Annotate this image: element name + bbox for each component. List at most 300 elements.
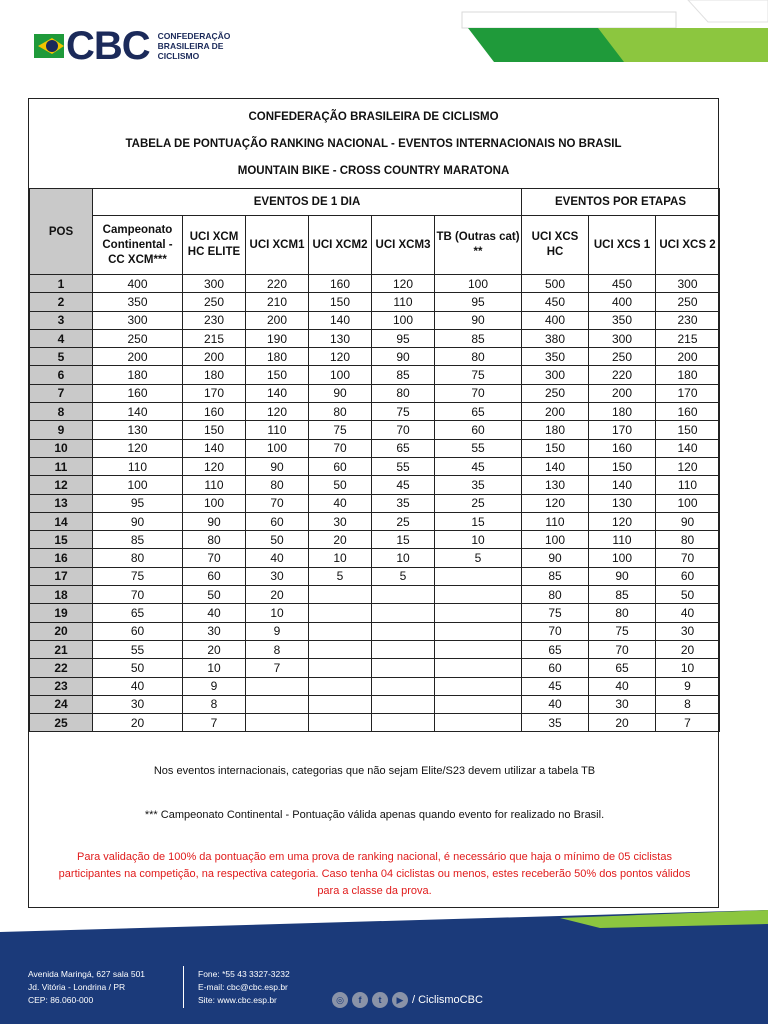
points-cell: 25 xyxy=(435,494,522,512)
points-cell: 80 xyxy=(435,348,522,366)
points-cell: 250 xyxy=(589,348,656,366)
social-handle: / CiclismoCBC xyxy=(412,994,483,1006)
footer-contact xyxy=(198,968,290,1007)
points-cell: 120 xyxy=(372,275,435,293)
points-cell xyxy=(435,640,522,658)
points-cell: 120 xyxy=(656,457,720,475)
points-cell: 180 xyxy=(522,421,589,439)
points-cell: 75 xyxy=(522,604,589,622)
points-cell xyxy=(372,695,435,713)
pos-cell: 6 xyxy=(30,366,93,384)
phone-text: Fone: *55 43 3327-3232 xyxy=(198,969,290,979)
pos-cell: 18 xyxy=(30,586,93,604)
points-cell: 110 xyxy=(93,457,183,475)
points-cell: 9 xyxy=(656,677,720,695)
points-cell: 15 xyxy=(435,512,522,530)
points-cell: 120 xyxy=(246,403,309,421)
table-row xyxy=(30,348,720,366)
points-cell: 10 xyxy=(656,659,720,677)
points-cell: 20 xyxy=(656,640,720,658)
table-row xyxy=(30,714,720,732)
points-cell: 55 xyxy=(372,457,435,475)
points-cell: 8 xyxy=(656,695,720,713)
points-cell: 35 xyxy=(435,476,522,494)
points-cell: 160 xyxy=(656,403,720,421)
points-cell: 30 xyxy=(183,622,246,640)
points-cell: 450 xyxy=(589,275,656,293)
points-cell: 70 xyxy=(522,622,589,640)
table-group-header xyxy=(30,189,720,216)
points-cell: 40 xyxy=(246,549,309,567)
pos-cell: 16 xyxy=(30,549,93,567)
points-cell: 500 xyxy=(522,275,589,293)
points-cell: 160 xyxy=(309,275,372,293)
points-cell: 10 xyxy=(372,549,435,567)
address-line-2: Jd. Vitória - Londrina / PR xyxy=(28,982,126,992)
points-cell: 8 xyxy=(183,695,246,713)
pos-cell: 22 xyxy=(30,659,93,677)
points-cell: 8 xyxy=(246,640,309,658)
table-row xyxy=(30,384,720,402)
points-cell: 65 xyxy=(522,640,589,658)
points-cell: 300 xyxy=(656,275,720,293)
points-cell: 160 xyxy=(183,403,246,421)
youtube-icon[interactable]: ▶ xyxy=(392,992,408,1008)
points-cell: 65 xyxy=(93,604,183,622)
points-cell: 110 xyxy=(372,293,435,311)
pos-cell: 11 xyxy=(30,457,93,475)
points-cell: 10 xyxy=(435,531,522,549)
table-row xyxy=(30,494,720,512)
points-cell: 100 xyxy=(435,275,522,293)
points-cell: 140 xyxy=(656,439,720,457)
points-cell: 80 xyxy=(656,531,720,549)
points-cell: 9 xyxy=(246,622,309,640)
points-cell: 50 xyxy=(309,476,372,494)
points-cell: 130 xyxy=(93,421,183,439)
points-cell: 350 xyxy=(589,311,656,329)
points-cell: 80 xyxy=(183,531,246,549)
table-row xyxy=(30,439,720,457)
points-cell: 100 xyxy=(93,476,183,494)
points-cell: 90 xyxy=(656,512,720,530)
points-cell: 40 xyxy=(183,604,246,622)
points-cell: 110 xyxy=(589,531,656,549)
points-cell: 140 xyxy=(93,403,183,421)
pos-cell: 8 xyxy=(30,403,93,421)
points-cell: 220 xyxy=(246,275,309,293)
points-cell: 5 xyxy=(309,567,372,585)
points-cell: 20 xyxy=(183,640,246,658)
points-cell: 400 xyxy=(589,293,656,311)
table-row xyxy=(30,604,720,622)
document-titles xyxy=(29,99,718,180)
points-cell xyxy=(246,677,309,695)
points-cell: 10 xyxy=(309,549,372,567)
points-cell: 9 xyxy=(183,677,246,695)
points-cell xyxy=(309,659,372,677)
points-cell: 220 xyxy=(589,366,656,384)
instagram-icon[interactable]: ◎ xyxy=(332,992,348,1008)
points-cell: 90 xyxy=(93,512,183,530)
points-cell: 30 xyxy=(246,567,309,585)
org-line-1: CONFEDERAÇÃO xyxy=(157,31,231,41)
points-cell xyxy=(372,640,435,658)
table-row xyxy=(30,586,720,604)
email-link[interactable]: E-mail: cbc@cbc.esp.br xyxy=(198,982,288,992)
points-cell: 150 xyxy=(183,421,246,439)
points-cell: 65 xyxy=(372,439,435,457)
points-cell: 20 xyxy=(246,586,309,604)
points-cell: 60 xyxy=(656,567,720,585)
site-link[interactable]: Site: www.cbc.esp.br xyxy=(198,995,277,1005)
points-cell: 100 xyxy=(522,531,589,549)
points-cell: 130 xyxy=(309,329,372,347)
points-cell: 65 xyxy=(589,659,656,677)
points-cell: 40 xyxy=(522,695,589,713)
pos-cell: 25 xyxy=(30,714,93,732)
table-row xyxy=(30,366,720,384)
points-cell: 110 xyxy=(183,476,246,494)
table-row xyxy=(30,311,720,329)
col-header: UCI XCM1 xyxy=(246,216,309,275)
points-cell: 7 xyxy=(246,659,309,677)
table-row xyxy=(30,421,720,439)
points-cell: 60 xyxy=(522,659,589,677)
points-cell: 10 xyxy=(183,659,246,677)
pos-cell: 4 xyxy=(30,329,93,347)
points-cell: 130 xyxy=(589,494,656,512)
points-cell: 110 xyxy=(246,421,309,439)
pos-cell: 2 xyxy=(30,293,93,311)
points-cell: 200 xyxy=(522,403,589,421)
points-cell: 55 xyxy=(93,640,183,658)
points-cell: 70 xyxy=(656,549,720,567)
points-cell: 100 xyxy=(656,494,720,512)
col-header: Campeonato Continental - CC XCM*** xyxy=(93,216,183,275)
cbc-logo xyxy=(34,26,230,66)
points-cell: 35 xyxy=(372,494,435,512)
points-cell: 7 xyxy=(183,714,246,732)
table-row xyxy=(30,476,720,494)
points-cell: 215 xyxy=(183,329,246,347)
col-header: UCI XCS HC xyxy=(522,216,589,275)
points-cell: 100 xyxy=(183,494,246,512)
points-cell: 75 xyxy=(93,567,183,585)
points-cell: 95 xyxy=(93,494,183,512)
title-line-3: MOUNTAIN BIKE - CROSS COUNTRY MARATONA xyxy=(237,165,510,177)
points-cell: 70 xyxy=(183,549,246,567)
points-cell: 85 xyxy=(372,366,435,384)
pos-cell: 12 xyxy=(30,476,93,494)
points-cell: 5 xyxy=(435,549,522,567)
facebook-icon[interactable]: f xyxy=(352,992,368,1008)
points-cell: 180 xyxy=(656,366,720,384)
points-cell: 20 xyxy=(93,714,183,732)
points-cell: 45 xyxy=(522,677,589,695)
social-links xyxy=(332,992,483,1008)
points-cell: 30 xyxy=(309,512,372,530)
pos-cell: 1 xyxy=(30,275,93,293)
points-cell: 100 xyxy=(309,366,372,384)
footer-address xyxy=(28,968,145,1007)
points-cell: 75 xyxy=(372,403,435,421)
points-cell: 10 xyxy=(246,604,309,622)
points-cell xyxy=(309,714,372,732)
points-cell: 75 xyxy=(589,622,656,640)
points-cell: 70 xyxy=(589,640,656,658)
points-cell: 140 xyxy=(589,476,656,494)
footer-divider xyxy=(183,966,184,1008)
points-cell xyxy=(372,604,435,622)
points-cell: 45 xyxy=(435,457,522,475)
pos-header: POS xyxy=(30,189,93,275)
org-line-3: CICLISMO xyxy=(157,51,200,61)
points-cell: 180 xyxy=(589,403,656,421)
points-cell: 170 xyxy=(589,421,656,439)
points-cell: 40 xyxy=(656,604,720,622)
points-cell: 30 xyxy=(656,622,720,640)
points-cell: 110 xyxy=(656,476,720,494)
points-cell: 120 xyxy=(589,512,656,530)
group-one-day: EVENTOS DE 1 DIA xyxy=(93,189,522,216)
address-line-3: CEP: 86.060-000 xyxy=(28,995,94,1005)
points-cell: 60 xyxy=(435,421,522,439)
points-cell: 160 xyxy=(93,384,183,402)
points-cell: 120 xyxy=(522,494,589,512)
pos-cell: 9 xyxy=(30,421,93,439)
org-name xyxy=(158,31,231,61)
points-cell: 170 xyxy=(183,384,246,402)
col-header: UCI XCM HC ELITE xyxy=(183,216,246,275)
points-cell: 40 xyxy=(309,494,372,512)
points-cell: 450 xyxy=(522,293,589,311)
points-cell: 350 xyxy=(522,348,589,366)
points-cell xyxy=(309,695,372,713)
points-cell: 150 xyxy=(522,439,589,457)
points-cell: 140 xyxy=(309,311,372,329)
table-row xyxy=(30,659,720,677)
group-stages: EVENTOS POR ETAPAS xyxy=(522,189,720,216)
col-header: UCI XCS 1 xyxy=(589,216,656,275)
points-cell: 85 xyxy=(435,329,522,347)
ranking-document xyxy=(28,98,719,908)
points-cell: 250 xyxy=(183,293,246,311)
points-cell xyxy=(435,677,522,695)
flag-emblem-icon xyxy=(34,30,64,62)
points-cell: 45 xyxy=(372,476,435,494)
points-cell: 300 xyxy=(522,366,589,384)
points-cell: 180 xyxy=(246,348,309,366)
points-cell: 300 xyxy=(93,311,183,329)
points-cell: 200 xyxy=(183,348,246,366)
points-cell: 50 xyxy=(656,586,720,604)
points-cell xyxy=(372,677,435,695)
pos-cell: 24 xyxy=(30,695,93,713)
points-cell: 120 xyxy=(183,457,246,475)
pos-cell: 10 xyxy=(30,439,93,457)
points-cell: 60 xyxy=(93,622,183,640)
pos-cell: 21 xyxy=(30,640,93,658)
points-cell: 90 xyxy=(309,384,372,402)
points-cell xyxy=(246,695,309,713)
points-cell: 300 xyxy=(183,275,246,293)
points-cell: 70 xyxy=(372,421,435,439)
points-cell: 85 xyxy=(589,586,656,604)
points-cell: 70 xyxy=(246,494,309,512)
points-cell: 150 xyxy=(246,366,309,384)
points-cell: 300 xyxy=(589,329,656,347)
notes-section xyxy=(29,747,720,900)
pos-cell: 19 xyxy=(30,604,93,622)
points-cell: 80 xyxy=(372,384,435,402)
points-cell: 100 xyxy=(246,439,309,457)
points-cell: 65 xyxy=(435,403,522,421)
points-cell: 160 xyxy=(589,439,656,457)
points-cell xyxy=(309,586,372,604)
points-cell xyxy=(309,604,372,622)
points-cell: 400 xyxy=(93,275,183,293)
pos-cell: 13 xyxy=(30,494,93,512)
pos-cell: 3 xyxy=(30,311,93,329)
twitter-icon[interactable]: t xyxy=(372,992,388,1008)
points-cell: 130 xyxy=(522,476,589,494)
table-row xyxy=(30,695,720,713)
points-cell: 350 xyxy=(93,293,183,311)
points-cell: 250 xyxy=(656,293,720,311)
points-cell: 80 xyxy=(522,586,589,604)
points-cell xyxy=(309,640,372,658)
points-cell: 210 xyxy=(246,293,309,311)
points-cell: 140 xyxy=(246,384,309,402)
points-cell: 95 xyxy=(435,293,522,311)
points-cell xyxy=(309,677,372,695)
points-cell: 200 xyxy=(656,348,720,366)
points-cell: 50 xyxy=(93,659,183,677)
points-cell xyxy=(435,586,522,604)
header-stripes xyxy=(458,0,768,70)
points-cell: 55 xyxy=(435,439,522,457)
table-row xyxy=(30,512,720,530)
points-cell: 110 xyxy=(522,512,589,530)
points-cell: 150 xyxy=(589,457,656,475)
points-cell xyxy=(372,714,435,732)
points-cell: 90 xyxy=(183,512,246,530)
points-cell: 20 xyxy=(309,531,372,549)
table-body xyxy=(30,275,720,732)
points-cell: 7 xyxy=(656,714,720,732)
points-cell: 180 xyxy=(183,366,246,384)
address-line-1: Avenida Maringá, 627 sala 501 xyxy=(28,969,146,979)
points-cell: 200 xyxy=(93,348,183,366)
points-cell: 400 xyxy=(522,311,589,329)
points-cell: 75 xyxy=(435,366,522,384)
points-cell: 70 xyxy=(435,384,522,402)
table-row xyxy=(30,457,720,475)
points-cell: 30 xyxy=(93,695,183,713)
table-row xyxy=(30,640,720,658)
note-continental: *** Campeonato Continental - Pontuação válida apenas quando evento for realizado no Brasil. xyxy=(144,809,605,821)
col-header: UCI XCM2 xyxy=(309,216,372,275)
points-cell: 60 xyxy=(309,457,372,475)
points-cell: 140 xyxy=(522,457,589,475)
points-cell: 100 xyxy=(589,549,656,567)
table-row xyxy=(30,275,720,293)
points-cell: 80 xyxy=(93,549,183,567)
org-line-2: BRASILEIRA DE xyxy=(157,41,224,51)
points-cell: 170 xyxy=(656,384,720,402)
points-cell: 180 xyxy=(93,366,183,384)
points-cell: 100 xyxy=(372,311,435,329)
title-line-2: TABELA DE PONTUAÇÃO RANKING NACIONAL - EVENTOS INTERNACIONAIS NO BRASIL xyxy=(125,138,622,150)
pos-cell: 5 xyxy=(30,348,93,366)
points-cell: 60 xyxy=(246,512,309,530)
points-cell xyxy=(435,659,522,677)
pos-cell: 23 xyxy=(30,677,93,695)
points-cell: 80 xyxy=(589,604,656,622)
points-cell: 200 xyxy=(246,311,309,329)
points-cell: 215 xyxy=(656,329,720,347)
points-cell: 40 xyxy=(93,677,183,695)
note-tb: Nos eventos internacionais, categorias que não sejam Elite/S23 devem utilizar a tabela TB xyxy=(153,765,596,777)
points-cell: 5 xyxy=(372,567,435,585)
points-cell: 140 xyxy=(183,439,246,457)
page-header xyxy=(0,0,768,95)
table-row xyxy=(30,567,720,585)
points-cell: 190 xyxy=(246,329,309,347)
points-cell xyxy=(435,695,522,713)
pos-cell: 20 xyxy=(30,622,93,640)
col-header: UCI XCS 2 xyxy=(656,216,720,275)
points-cell xyxy=(435,567,522,585)
points-cell: 25 xyxy=(372,512,435,530)
pos-cell: 7 xyxy=(30,384,93,402)
points-cell: 35 xyxy=(522,714,589,732)
points-cell: 200 xyxy=(589,384,656,402)
points-cell: 90 xyxy=(522,549,589,567)
points-cell: 380 xyxy=(522,329,589,347)
logo-wordmark: CBC xyxy=(66,24,150,68)
points-cell: 70 xyxy=(309,439,372,457)
points-cell xyxy=(435,714,522,732)
table-row xyxy=(30,677,720,695)
points-cell: 15 xyxy=(372,531,435,549)
points-cell: 95 xyxy=(372,329,435,347)
points-cell: 85 xyxy=(93,531,183,549)
points-cell: 120 xyxy=(93,439,183,457)
table-row xyxy=(30,622,720,640)
points-cell: 250 xyxy=(522,384,589,402)
title-line-1: CONFEDERAÇÃO BRASILEIRA DE CICLISMO xyxy=(248,111,499,123)
col-header: UCI XCM3 xyxy=(372,216,435,275)
points-cell: 150 xyxy=(309,293,372,311)
points-cell xyxy=(372,659,435,677)
table-row xyxy=(30,531,720,549)
table-row xyxy=(30,293,720,311)
points-cell: 80 xyxy=(309,403,372,421)
points-cell: 90 xyxy=(246,457,309,475)
table-row xyxy=(30,329,720,347)
points-cell xyxy=(435,604,522,622)
points-cell: 250 xyxy=(93,329,183,347)
points-cell: 120 xyxy=(309,348,372,366)
points-table xyxy=(29,188,720,732)
points-cell: 150 xyxy=(656,421,720,439)
points-cell: 30 xyxy=(589,695,656,713)
points-cell: 60 xyxy=(183,567,246,585)
table-row xyxy=(30,549,720,567)
points-cell: 230 xyxy=(656,311,720,329)
